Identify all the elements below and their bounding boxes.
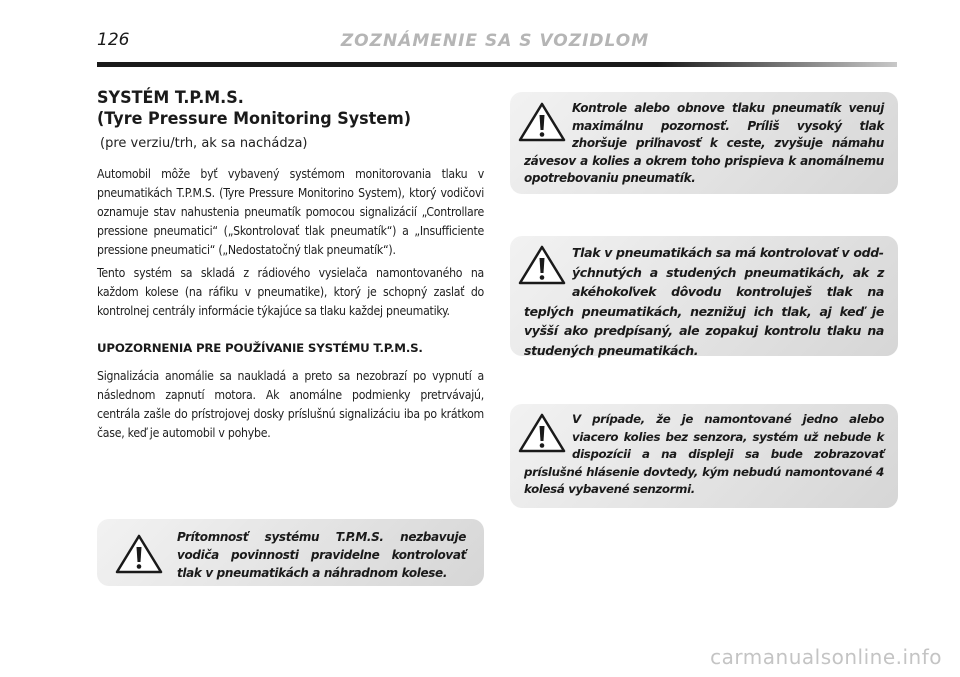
paragraph-intro: Automobil môže byť vybavený systémom monitorovania tlaku v pneumatikách T.P.M.S. (Tyre Pressure Monitorino System), ktorý vodičovi oznamuje stav nahustenia pneumatík pomocou signalizácií „Controllare pressione pneumatici“ („Skontrolovať tlak pneumatík“) a „Insufficiente pressione pneumatici“ („Nedostatočný tlak pneumatík“).: [97, 167, 484, 257]
warning-box-missing-sensor: [510, 404, 898, 508]
section-subtitle: (pre verziu/trh, ak sa nachádza): [100, 136, 308, 151]
warning-triangle-icon: [518, 102, 566, 142]
warning-box-pressure-attention: [510, 92, 898, 194]
paragraph-components: Tento systém sa skladá z rádiového vysielača namontovaného na každom kolese (na ráfiku v pneumatike), ktorý je schopný zaslať do kontrolnej centrály informácie týkajúce sa tlaku každej pneumatiky.: [97, 266, 484, 318]
section-title: [97, 88, 461, 130]
warning-text: Kontrole alebo obnove tlaku pneumatík venuj maximálnu pozornosť. Príliš vysoký tlak zhoršuje priľnavosť k ceste, zvyšuje námahu závesov a kolies a okrem toho prispieva k anomálnemu opotrebovaniu pneumatík.: [524, 101, 884, 185]
watermark: carmanualsonline.info: [710, 645, 942, 669]
warning-text: V prípade, že je namontované jedno alebo viacero kolies bez senzora, systém už nebude k dispozícii a na displeji sa bude zobrazovať príslušné hlásenie dovtedy, kým nebudú namontované 4 kolesá vybavené senzormi.: [524, 412, 884, 496]
warning-text: Tlak v pneumatikách sa má kontrolovať v oddýchnutých a studených pneumatikách, ak z akéhokoľvek dôvodu kontroluješ tlak na teplých pneumatikách, neznižuj ich tlak, aj keď je vyšší ako predpísaný, ale zopakuj kontrolu tlaku na studených pneumatikách.: [524, 245, 884, 358]
warning-box-driver-responsibility: [97, 519, 484, 586]
left-column: [97, 88, 484, 443]
section-title-line2: (Tyre Pressure Monitoring System): [97, 109, 412, 129]
warning-box-cold-tyres: [510, 236, 898, 356]
warnings-heading: UPOZORNENIA PRE POUŽÍVANIE SYSTÉMU T.P.M.S.: [97, 341, 423, 355]
paragraph-signal: Signalizácia anomálie sa naukladá a preto sa nezobrazí po vypnutí a následnom zapnutí motora. Ak anomálne podmienky pretrvávajú, centrála zašle do prístrojovej dosky príslušnú signalizáciu iba po krátkom čase, keď je automobil v pohybe.: [97, 369, 484, 440]
chapter-title: ZOZNÁMENIE SA S VOZIDLOM: [340, 31, 650, 51]
page-number: 126: [97, 30, 130, 50]
section-title-line1: SYSTÉM T.P.M.S.: [97, 88, 244, 108]
warning-triangle-icon: [518, 413, 566, 453]
warning-text: Prítomnosť systému T.P.M.S. nezbavuje vodiča povinnosti pravidelne kontrolovať tlak v pneumatikách a náhradnom kolese.: [177, 530, 466, 580]
warning-triangle-icon: [518, 245, 566, 285]
header-rule: [97, 62, 897, 67]
warning-triangle-icon: [115, 534, 163, 574]
